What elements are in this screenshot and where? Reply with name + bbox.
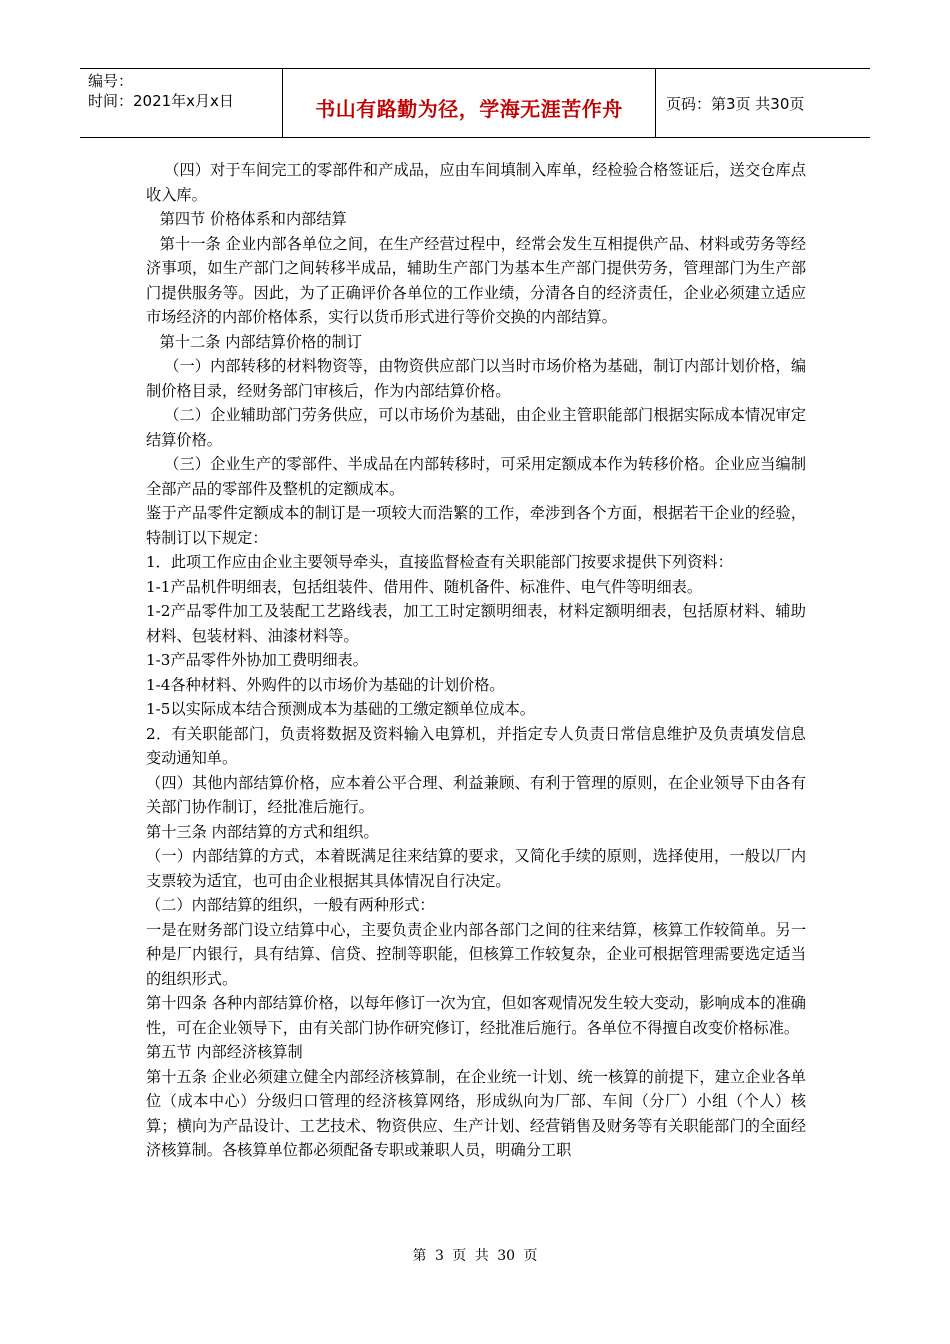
paragraph: 一是在财务部门设立结算中心，主要负责企业内部各部门之间的往来结算，核算工作较简单。另一种是厂内银行，具有结算、信贷、控制等职能，但核算工作较复杂，企业可根据管理需要选定适当的组织形式。 (146, 920, 806, 988)
paragraph: 第十五条 企业必须建立健全内部经济核算制，在企业统一计划、统一核算的前提下，建立企业各单位（成本中心）分级归口管理的经济核算网络，形成纵向为厂部、车间（分厂）小组（个人）核算；横向为产品设计、工艺技术、物资供应、生产计划、经营销售及财务等有关职能部门的全面经济核算制。各核算单位都必须配备专职或兼职人员，明确分工职 (146, 1067, 806, 1159)
paragraph: 1．此项工作应由企业主要领导牵头，直接监督检查有关职能部门按要求提供下列资料： (146, 553, 733, 571)
list-item: 1-5以实际成本结合预测成本为基础的工缴定额单位成本。 (146, 700, 535, 718)
document-body (146, 158, 806, 1163)
page-footer: 第 3 页 共 30 页 (412, 1248, 538, 1264)
paragraph: （一）内部结算的方式，本着既满足往来结算的要求，又简化手续的原则，选择使用，一般以厂内支票较为适宜，也可由企业根据其具体情况自行决定。 (146, 847, 806, 890)
header-slogan-cell (283, 69, 656, 137)
page-info: 页码：第3页 共30页 (666, 95, 805, 113)
paragraph: （四）其他内部结算价格，应本着公平合理、利益兼顾、有利于管理的原则，在企业领导下由各有关部门协作制订，经批准后施行。 (146, 773, 806, 816)
paragraph: 2．有关职能部门，负责将数据及资料输入电算机，并指定专人负责日常信息维护及负责填发信息变动通知单。 (146, 724, 806, 767)
paragraph: （二）企业辅助部门劳务供应，可以市场价为基础，由企业主管职能部门根据实际成本情况审定结算价格。 (146, 406, 806, 449)
paragraph: （四）对于车间完工的零部件和产成品，应由车间填制入库单，经检验合格签证后，送交仓库点收入库。 (146, 161, 806, 204)
article-heading: 第十三条 内部结算的方式和组织。 (146, 822, 379, 841)
paragraph: 第十一条 企业内部各单位之间，在生产经营过程中，经常会发生互相提供产品、材料或劳务等经济事项，如生产部门之间转移半成品，辅助生产部门为基本生产部门提供劳务，管理部门为生产部门提供服务等。因此，为了正确评价各单位的工作业绩，分清各自的经济责任，企业必须建立适应市场经济的内部价格体系，实行以货币形式进行等价交换的内部结算。 (146, 234, 806, 326)
list-item: 1-4各种材料、外购件的以市场价为基础的计划价格。 (146, 675, 505, 694)
list-item: 1-1产品机件明细表，包括组装件、借用件、随机备件、标准件、电气件等明细表。 (146, 577, 703, 596)
header-page-cell (656, 69, 870, 137)
list-item: 1-3产品零件外协加工费明细表。 (146, 651, 368, 669)
section-heading: 第五节 内部经济核算制 (146, 1043, 303, 1061)
paragraph: （一）内部转移的材料物资等，由物资供应部门以当时市场价格为基础，制订内部计划价格，编制价格目录，经财务部门审核后，作为内部结算价格。 (146, 357, 806, 400)
date-label: 时间：2021年x月x日 (88, 92, 234, 110)
number-label: 编号： (88, 72, 134, 90)
header-meta-cell (80, 69, 283, 137)
paragraph: （三）企业生产的零部件、半成品在内部转移时，可采用定额成本作为转移价格。企业应当编制全部产品的零部件及整机的定额成本。 (146, 455, 806, 498)
slogan: 书山有路勤为径，学海无涯苦作舟 (315, 97, 623, 121)
document-header (80, 68, 870, 138)
paragraph: 鉴于产品零件定额成本的制订是一项较大而浩繁的工作，牵涉到各个方面，根据若干企业的经验，特制订以下规定： (146, 504, 806, 547)
paragraph: （二）内部结算的组织，一般有两种形式： (146, 896, 435, 914)
section-heading: 第四节 价格体系和内部结算 (159, 210, 347, 228)
paragraph: 第十四条 各种内部结算价格，以每年修订一次为宜，但如客观情况发生较大变动，影响成本的准确性，可在企业领导下，由有关部门协作研究修订，经批准后施行。各单位不得擅自改变价格标准。 (146, 994, 806, 1037)
article-heading: 第十二条 内部结算价格的制订 (159, 332, 362, 351)
list-item: 1-2产品零件加工及装配工艺路线表，加工工时定额明细表，材料定额明细表，包括原材料、辅助材料、包装材料、油漆材料等。 (146, 602, 806, 645)
